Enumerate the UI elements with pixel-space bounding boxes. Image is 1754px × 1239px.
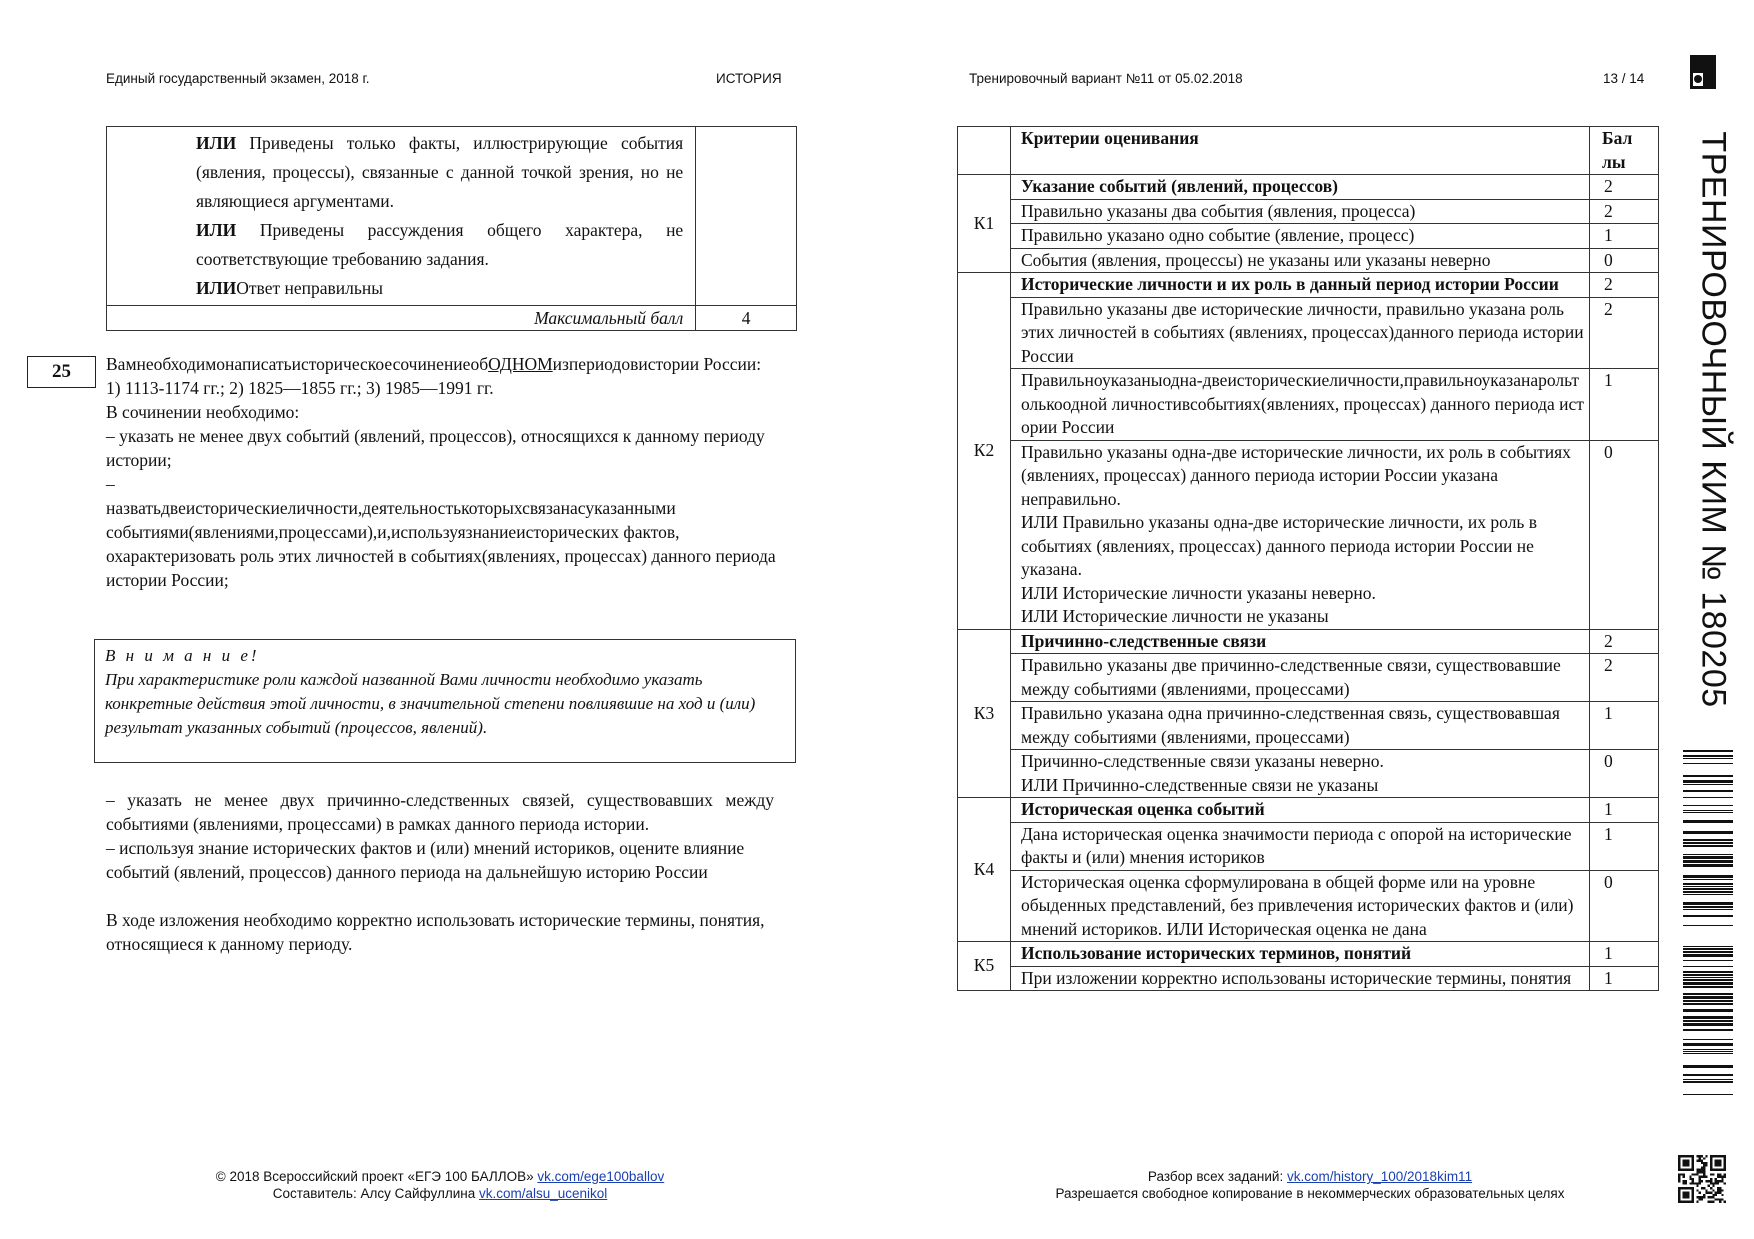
criterion-points: 1 xyxy=(1590,822,1659,870)
criterion-k2-title-points: 2 xyxy=(1590,273,1659,298)
criterion-points: 1 xyxy=(1590,702,1659,750)
task-requirement-4: – используя знание исторических фактов и (или) мнений историков, оцените влияние событий (явлений, процессов) данного периода на дальнейшую историю России xyxy=(106,838,745,882)
criterion-points: 1 xyxy=(1590,966,1659,991)
attention-text: При характеристике роли каждой названной Вами личности необходимо указать конкретные действия этой личности, в значительной степени повлиявшие на ход и (или) результат указанных событий (процессов, явлений). xyxy=(105,670,756,737)
criterion-points: 0 xyxy=(1590,750,1659,798)
footer-right xyxy=(1000,1168,1620,1202)
footer-left xyxy=(170,1168,710,1202)
criterion-row: Правильно указано одно событие (явление, процесс) xyxy=(1011,224,1590,249)
points-header: Бал лы xyxy=(1590,127,1659,175)
task-continuation xyxy=(106,788,774,956)
task-requirement-3: – указать не менее двух причинно-следственных связей, существовавших между событиями (явлениями, процессами) в рамках данного периода истории. xyxy=(106,790,774,834)
previous-criteria-table xyxy=(106,126,797,331)
criterion-code-k5: К5 xyxy=(958,942,1011,991)
criterion-points: 1 xyxy=(1590,224,1659,249)
criterion-row: Дана историческая оценка значимости периода с опорой на исторические факты и (или) мнения историков xyxy=(1011,822,1590,870)
criterion-row: Правильно указаны одна-две исторические личности, их роль в событиях (явлениях, процессах) данного периода истории России указана неправильно. ИЛИ Правильно указаны одна-две исторические личности, их роль в событиях (явлениях, процессах) данного периода истории России не указана. ИЛИ Исторические личности указаны неверно. ИЛИ Исторические личности не указаны xyxy=(1011,440,1590,629)
criterion-row: Правильно указаны две причинно-следственные связи, существовавшие между событиями (явлениями, процессами) xyxy=(1011,654,1590,702)
footer-author: Составитель: Алсу Сайфуллина xyxy=(272,1186,476,1201)
criterion-points: 2 xyxy=(1590,199,1659,224)
barcode-icon xyxy=(1683,750,1733,1100)
exam-title: Единый государственный экзамен, 2018 г. xyxy=(106,71,370,86)
criteria-or-line-2: ИЛИ Приведены рассуждения общего характера, не соответствующие требованию задания. xyxy=(196,220,684,269)
attention-box xyxy=(94,639,796,763)
criterion-points: 0 xyxy=(1590,248,1659,273)
task-requirement-1: – указать не менее двух событий (явлений, процессов), относящихся к данному периоду истории; xyxy=(106,426,765,470)
criteria-or-line-1: ИЛИ Приведены только факты, иллюстрирующие события (явления, процессы), связанные с данной точкой зрения, но не являющиеся аргументами. xyxy=(196,133,684,211)
criterion-k4-title-points: 1 xyxy=(1590,798,1659,823)
task-terms: В ходе изложения необходимо корректно использовать исторические термины, понятия, относящиеся к данному периоду. xyxy=(106,910,765,954)
attention-title: В н и м а н и е! xyxy=(105,646,260,665)
vertical-title xyxy=(1690,125,1733,715)
criterion-k4-title: Историческая оценка событий xyxy=(1011,798,1590,823)
corner-marker-icon xyxy=(1690,55,1716,89)
criterion-points: 1 xyxy=(1590,369,1659,441)
task-intro: ВамнеобходимонаписатьисторическоесочинениеобОДНОМизпериодовистории России: xyxy=(106,354,762,374)
task-need: В сочинении необходимо: xyxy=(106,402,300,422)
criterion-code-k4: К4 xyxy=(958,798,1011,942)
criterion-k2-title: Исторические личности и их роль в данный период истории России xyxy=(1011,273,1590,298)
footer-link-author[interactable]: vk.com/alsu_ucenikol xyxy=(478,1186,608,1201)
footer-link-ege100[interactable]: vk.com/ege100ballov xyxy=(537,1169,665,1184)
criteria-table xyxy=(957,126,1659,991)
criterion-row: Правильно указана одна причинно-следственная связь, существовавшая между событиями (явлениями, процессами) xyxy=(1011,702,1590,750)
task-text xyxy=(106,352,786,592)
criterion-points: 0 xyxy=(1590,440,1659,629)
criterion-points: 2 xyxy=(1590,654,1659,702)
task-periods: 1) 1113-1174 гг.; 2) 1825—1855 гг.; 3) 1985—1991 гг. xyxy=(106,378,494,398)
variant-title: Тренировочный вариант №11 от 05.02.2018 xyxy=(969,71,1243,86)
task-number: 25 xyxy=(27,356,96,388)
subject-title: ИСТОРИЯ xyxy=(716,71,782,86)
criteria-or-line-3: ИЛИОтвет неправильны xyxy=(196,278,383,298)
criterion-row: При изложении корректно использованы исторические термины, понятия xyxy=(1011,966,1590,991)
task-requirement-2: назватьдвеисторическиеличности,деятельностькоторыхсвязанасуказанными событиями(явлениями,процессами),и,используязнаниеисторических фактов, охарактеризовать роль этих личностей в событиях(явлениях, процессах) данного периода истории России; xyxy=(106,498,776,590)
max-score-label: Максимальный балл xyxy=(107,306,696,331)
criterion-row: Правильноуказаныодна-двеисторическиеличности,правильноуказанарольтолькоодной личностивсобытиях(явлениях, процессах) данного периода истории России xyxy=(1011,369,1590,441)
criteria-header: Критерии оценивания xyxy=(1011,127,1590,175)
criterion-code-k2: К2 xyxy=(958,273,1011,630)
kim-number-title: ТРЕНИРОВОЧНЫЙ КИМ № 180205 xyxy=(1694,131,1733,708)
criterion-row: Правильно указаны два события (явления, процесса) xyxy=(1011,199,1590,224)
footer-copyright: © 2018 Всероссийский проект «ЕГЭ 100 БАЛЛОВ» xyxy=(215,1169,534,1184)
criterion-k3-title: Причинно-следственные связи xyxy=(1011,629,1590,654)
qr-code-icon xyxy=(1678,1155,1726,1203)
criterion-k5-title-points: 1 xyxy=(1590,942,1659,967)
criterion-k5-title: Использование исторических терминов, понятий xyxy=(1011,942,1590,967)
footer-license: Разрешается свободное копирование в некоммерческих образовательных целях xyxy=(1055,1186,1565,1201)
criterion-row: Причинно-следственные связи указаны неверно. ИЛИ Причинно-следственные связи не указаны xyxy=(1011,750,1590,798)
criterion-row: События (явления, процессы) не указаны или указаны неверно xyxy=(1011,248,1590,273)
page-number: 13 / 14 xyxy=(1603,71,1645,86)
criterion-points: 2 xyxy=(1590,297,1659,369)
criterion-code-k1: К1 xyxy=(958,175,1011,273)
criterion-row: Историческая оценка сформулирована в общей форме или на уровне обыденных представлений, без привлечения исторических фактов и (или) мнений историков. ИЛИ Историческая оценка не дана xyxy=(1011,870,1590,942)
criterion-points: 0 xyxy=(1590,870,1659,942)
task-requirement-2-dash: – xyxy=(106,474,115,494)
max-score-value: 4 xyxy=(696,306,797,331)
criterion-k3-title-points: 2 xyxy=(1590,629,1659,654)
criterion-k1-title: Указание событий (явлений, процессов) xyxy=(1011,175,1590,200)
criterion-row: Правильно указаны две исторические личности, правильно указана роль этих личностей в событиях (явлениях, процессах)данного периода истории России xyxy=(1011,297,1590,369)
footer-link-analysis[interactable]: vk.com/history_100/2018kim11 xyxy=(1286,1169,1473,1184)
footer-analysis: Разбор всех заданий: xyxy=(1147,1169,1284,1184)
criterion-code-k3: К3 xyxy=(958,629,1011,798)
criterion-k1-title-points: 2 xyxy=(1590,175,1659,200)
